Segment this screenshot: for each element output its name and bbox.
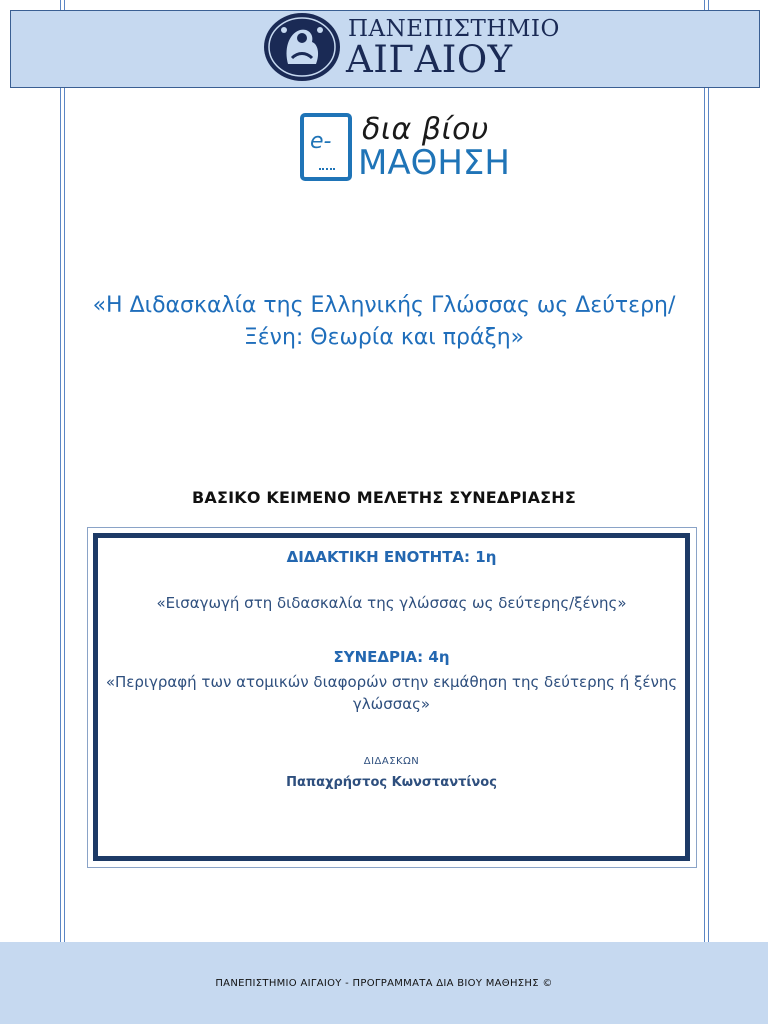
- tablet-dots: [319, 168, 335, 174]
- university-name-line2: ΑΙΓΑΙΟΥ: [346, 38, 513, 81]
- unit-title: «Εισαγωγή στη διδασκαλία της γλώσσας ως δεύτερης/ξένης»: [156, 594, 627, 612]
- footer-text: ΠΑΝΕΠΙΣΤΗΜΙΟ ΑΙΓΑΙΟΥ - ΠΡΟΓΡΑΜΜΑΤΑ ΔΙΑ ΒΙΟΥ ΜΑΘΗΣΗΣ ©: [215, 978, 553, 989]
- university-name-line1: ΠΑΝΕΠΙΣΤΗΜΙΟ: [348, 16, 560, 42]
- page-border-right-inner: [704, 0, 705, 944]
- owl-emblem-icon: [262, 10, 342, 82]
- page-border-left-outer: [60, 0, 61, 944]
- page-border-left-inner: [64, 0, 65, 944]
- teacher-label: ΔΙΔΑΣΚΩΝ: [363, 756, 420, 767]
- tablet-screen-text: e-: [310, 129, 332, 154]
- course-title: «Η Διδασκαλία της Ελληνικής Γλώσσας ως Δεύτερη/Ξένη: Θεωρία και πράξη»: [92, 293, 676, 350]
- logo-text-line2: ΜΑΘΗΣΗ: [358, 143, 510, 183]
- page-border-right-outer: [708, 0, 709, 944]
- unit-label: ΔΙΔΑΚΤΙΚΗ ΕΝΟΤΗΤΑ: 1η: [286, 548, 497, 566]
- session-title: «Περιγραφή των ατομικών διαφορών στην εκμάθηση της δεύτερης ή ξένης γλώσσας»: [105, 673, 678, 713]
- session-label: ΣΥΝΕΔΡΙΑ: 4η: [333, 648, 450, 666]
- tablet-icon: [300, 113, 352, 181]
- lifelong-learning-logo: [300, 110, 530, 185]
- teacher-name: Παπαχρήστος Κωνσταντίνος: [286, 775, 497, 790]
- document-heading: ΒΑΣΙΚΟ ΚΕΙΜΕΝΟ ΜΕΛΕΤΗΣ ΣΥΝΕΔΡΙΑΣΗΣ: [191, 488, 577, 507]
- logo-text-line1: δια βίου: [362, 112, 489, 147]
